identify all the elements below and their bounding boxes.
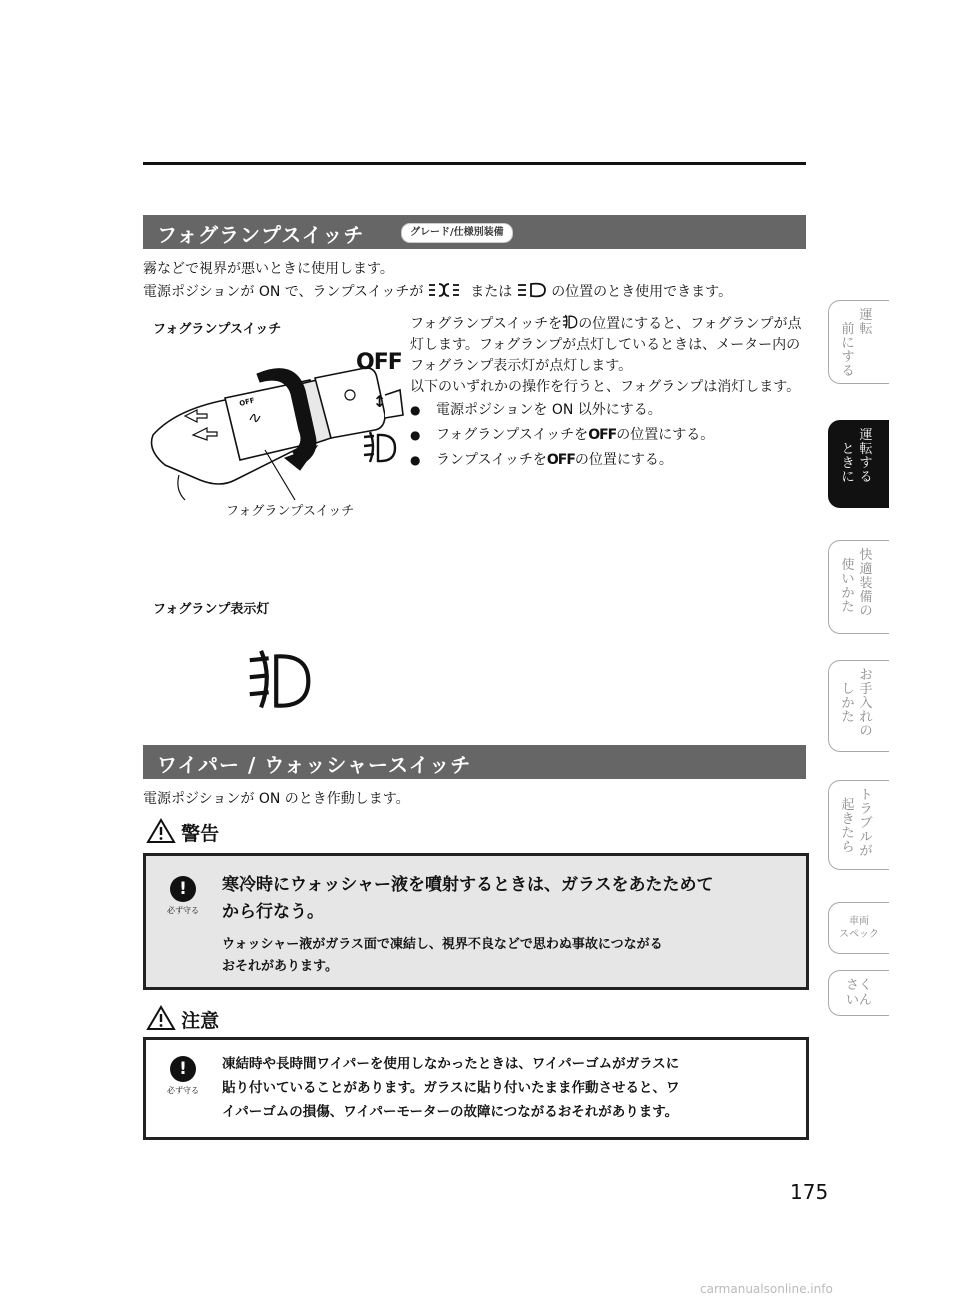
caution-title: 注意 — [181, 1010, 220, 1032]
list-item: ● ランプスイッチをOFFの位置にする。 — [410, 450, 806, 471]
fog-lamp-description — [410, 314, 806, 475]
section-title: フォグランプスイッチ — [157, 223, 365, 247]
off-conditions-list — [410, 400, 806, 471]
caution-box — [143, 1037, 809, 1140]
list-item: ● フォグランプスイッチをOFFの位置にする。 — [410, 425, 806, 446]
front-fog-lamp-icon — [362, 430, 398, 466]
tab-specifications[interactable]: 車両 スペック — [828, 902, 889, 954]
description-paragraph: フォグランプスイッチを の位置にすると、フォグランプが点灯します。フォグランプが点灯しているときは、メーター内のフォグランプ表示灯が点灯します。 — [410, 316, 802, 374]
tab-comfort-equipment[interactable]: 快適装備の 使いかた — [828, 540, 889, 634]
tab-before-driving[interactable]: 運転 前にする — [828, 300, 889, 384]
headlamp-icon — [517, 281, 547, 299]
section-header-fog-lamp — [143, 215, 806, 249]
warning-box — [143, 853, 809, 990]
section-title: ワイパー / ウォッシャースイッチ — [157, 753, 472, 777]
description-paragraph-2: 以下のいずれかの操作を行うと、フォグランプは消灯します。 — [410, 379, 801, 395]
figure-label: フォグランプスイッチ — [153, 322, 282, 337]
top-rule — [143, 162, 806, 165]
front-fog-lamp-inline-icon — [562, 314, 578, 330]
indicator-label: フォグランプ表示灯 — [153, 602, 270, 617]
warning-triangle-icon — [146, 818, 176, 844]
tab-index[interactable]: さく いん — [828, 970, 889, 1016]
must-follow-mark: ! 必ず守る — [162, 1056, 204, 1096]
off-inline-label: OFF — [588, 427, 617, 443]
section-header-wiper — [143, 745, 806, 779]
tab-troubleshooting[interactable]: トラブルが 起きたら — [828, 780, 889, 870]
watermark: carmanualsonline.info — [700, 1282, 833, 1296]
caution-triangle-icon — [146, 1005, 176, 1031]
intro-line-1: 霧などで視界が悪いときに使用します。 — [143, 261, 394, 277]
caution-text: 凍結時や長時間ワイパーを使用しなかったときは、ワイパーゴムがガラスに 貼り付いていることがあります。ガラスに貼り付いたまま作動させると、ワ イパーゴムの損傷、ワイパーモーターの故障につながるおそれがあります。 — [222, 1056, 680, 1120]
tab-while-driving[interactable]: 運転する ときに — [828, 420, 889, 508]
list-item: ● 電源ポジションを ON 以外にする。 — [410, 400, 806, 421]
figure-callout: フォグランプスイッチ — [226, 504, 355, 519]
wiper-intro: 電源ポジションが ON のとき作動します。 — [143, 791, 410, 807]
off-inline-label: OFF — [546, 452, 575, 468]
off-position-label: OFF — [356, 350, 402, 375]
tab-maintenance[interactable]: お手入れの しかた — [828, 660, 889, 752]
svg-text:OFF: OFF — [238, 396, 256, 408]
warning-heading — [146, 818, 219, 846]
exclamation-icon: ! — [170, 876, 196, 902]
exclamation-icon: ! — [170, 1056, 196, 1082]
updown-arrow-icon: ↕ — [373, 392, 387, 411]
must-follow-mark: ! 必ず守る — [162, 876, 204, 916]
caution-heading — [146, 1005, 219, 1033]
warning-title: 警告 — [181, 823, 220, 845]
tail-lamp-icon — [428, 281, 466, 299]
page-number: 175 — [790, 1180, 829, 1204]
fog-lamp-indicator-icon — [246, 645, 314, 717]
warning-main-text: 寒冷時にウォッシャー液を噴射するときは、ガラスをあたためて から行なう。 — [222, 875, 714, 922]
warning-sub-text: ウォッシャー液がガラス面で凍結し、視界不良などで思わぬ事故につながる おそれがあります。 — [222, 937, 663, 974]
intro-line-2: 電源ポジションが ON で、ランプスイッチが または の位置のとき使用できます。 — [143, 281, 732, 302]
grade-badge: グレード/仕様別装備 — [401, 223, 513, 243]
